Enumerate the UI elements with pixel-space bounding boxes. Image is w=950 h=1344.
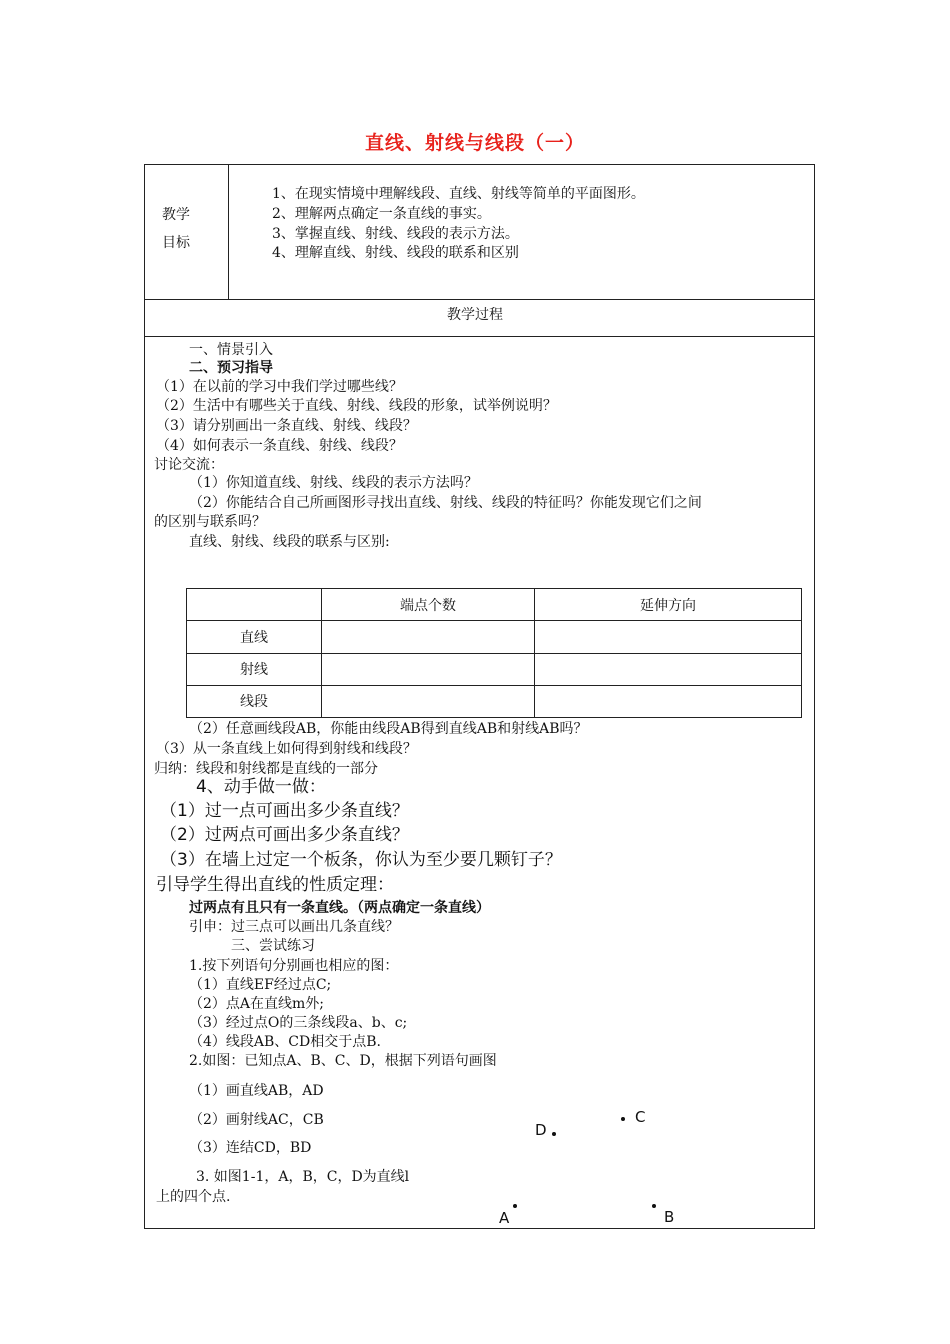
question-1: （1）在以前的学习中我们学过哪些线？	[156, 379, 403, 395]
table-cell	[535, 685, 802, 717]
point-b-dot	[652, 1204, 656, 1208]
objective-item: 3、掌握直线、射线、线段的表示方法。	[272, 226, 519, 242]
table-row	[187, 685, 802, 717]
table-row	[187, 589, 802, 621]
point-d-dot	[552, 1132, 556, 1136]
section-1: 一、情景引入	[189, 342, 273, 358]
relation-table	[186, 588, 802, 718]
exercise-1b: （2）点A在直线m外;	[189, 996, 325, 1012]
objectives-label-2: 目标	[162, 235, 190, 251]
exercise-1d: （4）线段AB、CD相交于点B.	[189, 1034, 381, 1050]
table-row-label: 直线	[187, 621, 322, 653]
table-header-cell: 端点个数	[322, 589, 535, 621]
table-header-cell	[187, 589, 322, 621]
objective-item: 2、理解两点确定一条直线的事实。	[272, 206, 491, 222]
objective-item: 1、在现实情境中理解线段、直线、射线等简单的平面图形。	[272, 186, 645, 202]
table-row	[187, 653, 802, 685]
exercise-3a: 3. 如图1-1，A，B，C，D为直线l	[196, 1169, 410, 1185]
summary: 归纳：线段和射线都是直线的一部分	[154, 761, 378, 777]
objectives-divider	[228, 164, 229, 300]
table-header-cell: 延伸方向	[535, 589, 802, 621]
exercise-2: 2.如图：已知点A、B、C、D，根据下列语句画图	[189, 1053, 497, 1069]
exercise-1a: （1）直线EF经过点C;	[189, 977, 332, 993]
exercise-1: 1.按下列语句分别画也相应的图：	[189, 958, 399, 974]
exercise-3b: 上的四个点.	[156, 1189, 231, 1205]
exercise-2a: （1）画直线AB，AD	[189, 1083, 324, 1099]
question-3: （3）请分别画出一条直线、射线、线段？	[156, 418, 417, 434]
guide: 引导学生得出直线的性质定理：	[156, 875, 394, 895]
question-4: （4）如何表示一条直线、射线、线段？	[156, 438, 403, 454]
point-a-label: A	[499, 1209, 510, 1227]
exercise-2b: （2）画射线AC，CB	[189, 1112, 324, 1128]
point-3: （3）从一条直线上如何得到射线和线段？	[156, 741, 417, 757]
table-cell	[322, 621, 535, 653]
table-row	[187, 621, 802, 653]
question-2: （2）生活中有哪些关于直线、射线、线段的形象，试举例说明？	[156, 398, 557, 414]
exercise-2c: （3）连结CD，BD	[189, 1140, 312, 1156]
objectives-label-1: 教学	[162, 207, 190, 223]
hands-on-1: （1）过一点可画出多少条直线？	[160, 801, 409, 821]
discuss-label: 讨论交流：	[154, 457, 224, 473]
exercise-1c: （3）经过点O的三条线段a、b、c;	[189, 1015, 408, 1031]
point-a-dot	[513, 1204, 517, 1208]
discuss-2b: 的区别与联系吗？	[154, 514, 266, 530]
table-cell	[322, 653, 535, 685]
point-b-label: B	[664, 1208, 675, 1226]
hands-on-3: （3）在墙上过定一个板条，你认为至少要几颗钉子？	[160, 850, 562, 870]
table-cell	[535, 621, 802, 653]
process-header: 教学过程	[447, 307, 503, 323]
page-title: 直线、射线与线段（一）	[364, 132, 585, 154]
table-row-label: 线段	[187, 685, 322, 717]
discuss-1: （1）你知道直线、射线、线段的表示方法吗？	[189, 475, 478, 491]
section-2: 二、预习指导	[189, 360, 273, 376]
discuss-2a: （2）你能结合自己所画图形寻找出直线、射线、线段的特征吗？你能发现它们之间	[189, 495, 702, 511]
table-cell	[535, 653, 802, 685]
relation-intro: 直线、射线、线段的联系与区别:	[189, 534, 390, 550]
extend: 引申：过三点可以画出几条直线？	[189, 919, 399, 935]
hands-on-2: （2）过两点可画出多少条直线？	[160, 825, 409, 845]
point-d-label: D	[535, 1121, 547, 1139]
point-c-dot	[621, 1117, 625, 1121]
point-2: （2）任意画线段AB，你能由线段AB得到直线AB和射线AB吗？	[189, 721, 588, 737]
objective-item: 4、理解直线、射线、线段的联系和区别	[272, 245, 519, 261]
table-cell	[322, 685, 535, 717]
table-row-label: 射线	[187, 653, 322, 685]
theorem: 过两点有且只有一条直线。（两点确定一条直线）	[189, 900, 490, 916]
section-4: 4、动手做一做：	[196, 777, 326, 797]
point-c-label: C	[635, 1108, 646, 1126]
section-3: 三、尝试练习	[231, 938, 315, 954]
